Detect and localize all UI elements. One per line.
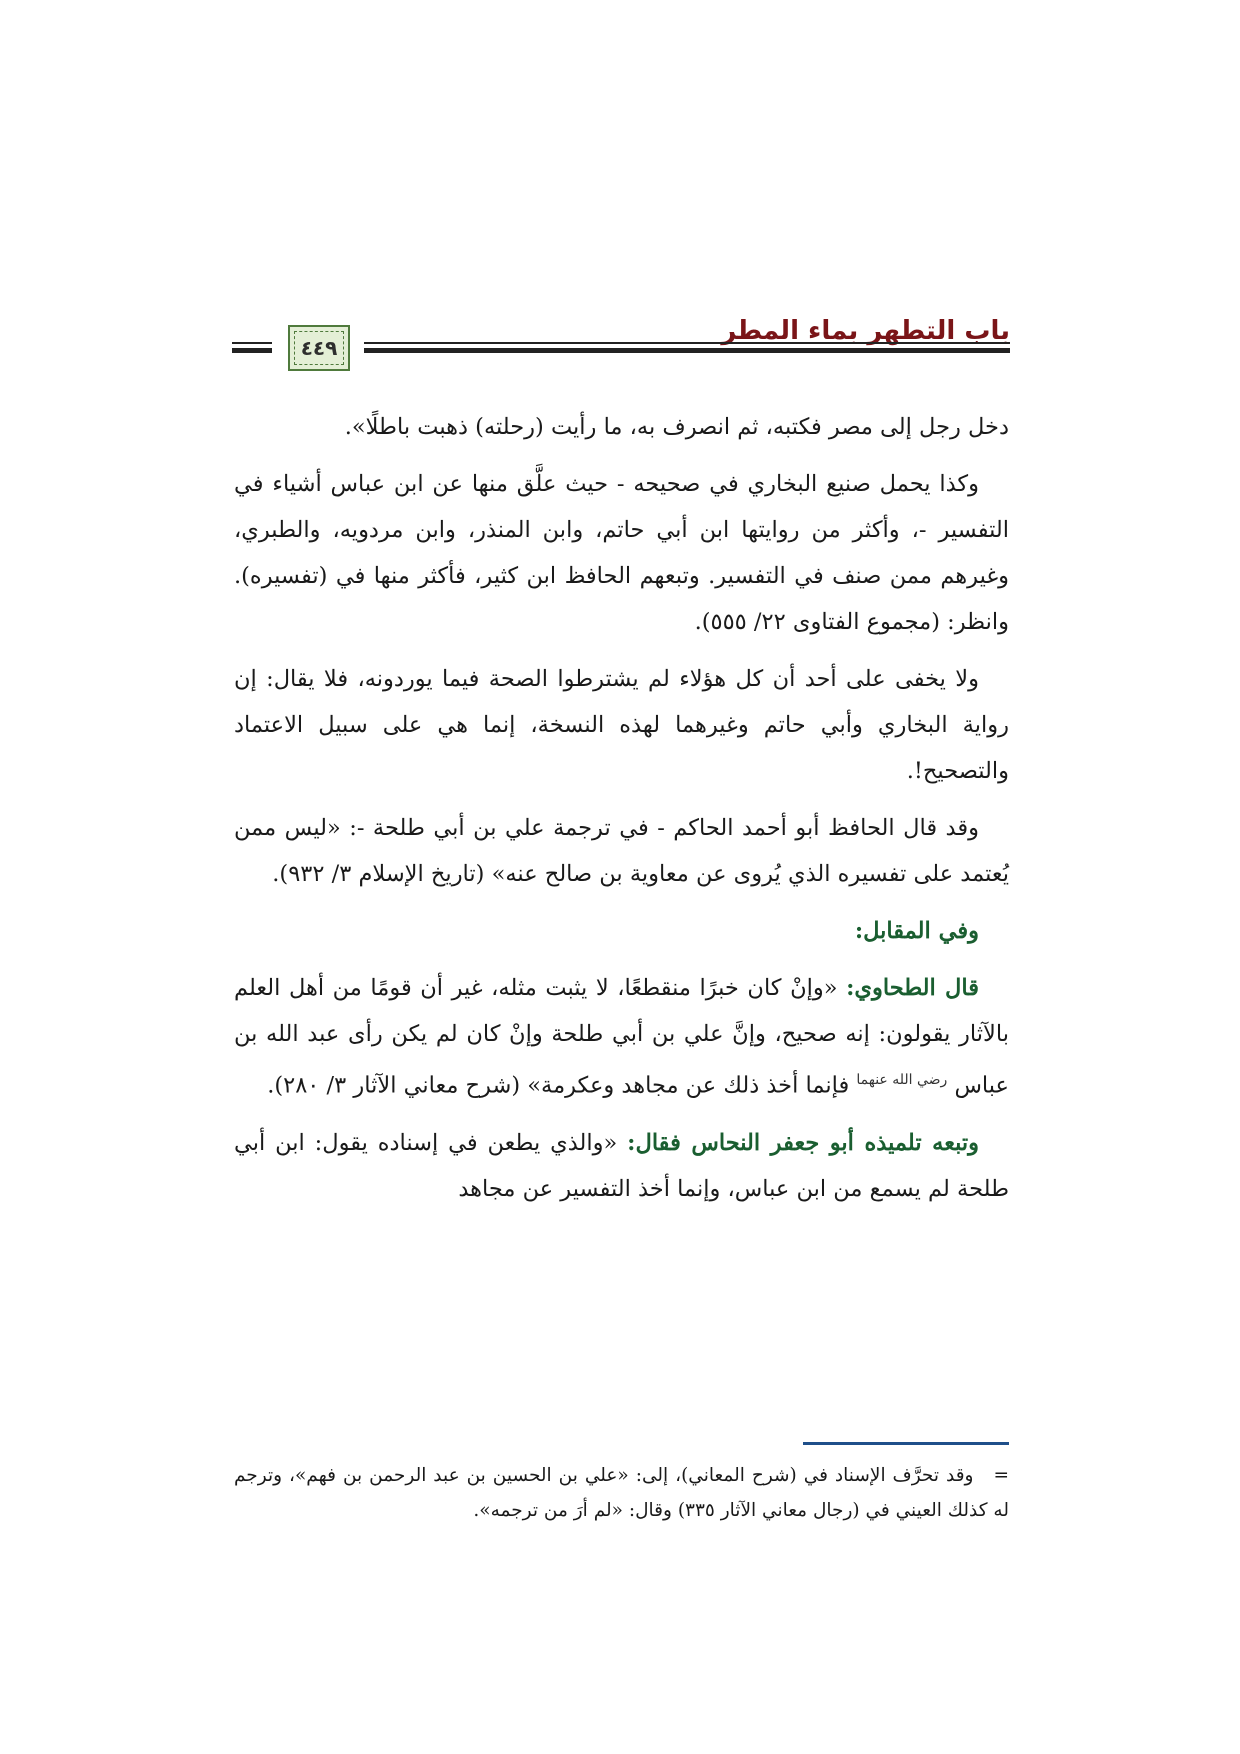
tahawi-label: قال الطحاوي: xyxy=(846,975,979,1001)
page-number: ٤٤٩ xyxy=(300,336,338,360)
page-header xyxy=(232,308,1010,388)
paragraph-5 xyxy=(234,965,1009,1109)
paragraph-6 xyxy=(234,1120,1009,1212)
main-text xyxy=(234,404,1009,1223)
paragraph-1: دخل رجل إلى مصر فكتبه، ثم انصرف به، ما رأيت (رحلته) ذهبت باطلًا». xyxy=(344,414,1009,440)
paragraph-2: وكذا يحمل صنيع البخاري في صحيحه - حيث علَّق منها عن ابن عباس أشياء في التفسير -، وأكثر من روايتها ابن أبي حاتم، وابن المنذر، وابن مردويه، والطبري، وغيرهم ممن صنف في التفسير. وتبعهم الحافظ ابن كثير، فأكثر منها في (تفسيره). وانظر: (مجموع الفتاوى ٢٢/ ٥٥٥). xyxy=(234,471,1009,635)
section-heading: وفي المقابل: xyxy=(854,918,979,944)
header-rule-right-thin xyxy=(364,342,1010,344)
chapter-title: باب التطهر بماء المطر xyxy=(721,316,1010,346)
header-rule-right-thick xyxy=(364,348,1010,353)
honorific-symbol: رضي الله عنهما xyxy=(856,1072,948,1088)
nahhas-label: وتبعه تلميذه أبو جعفر النحاس فقال: xyxy=(627,1129,979,1156)
paragraph-4: وقد قال الحافظ أبو أحمد الحاكم - في ترجمة علي بن أبي طلحة -: «ليس ممن يُعتمد على تفسيره الذي يُروى عن معاوية بن صالح عنه» (تاريخ الإسلام ٣/ ٩٣٢). xyxy=(234,815,1009,887)
footnote-text: وقد تحرَّف الإسناد في (شرح المعاني)، إلى: «علي بن الحسين بن عبد الرحمن بن فهم»، وترجم له كذلك العيني في (رجال معاني الآثار ٣٣٥) وقال: «لم أرَ من ترجمه». xyxy=(234,1465,1009,1521)
header-rule-left-thin xyxy=(232,342,272,344)
paragraph-3: ولا يخفى على أحد أن كل هؤلاء لم يشترطوا الصحة فيما يوردونه، فلا يقال: إن رواية البخاري وأبي حاتم وغيرهما لهذه النسخة، إنما هي على سبيل الاعتماد والتصحيح!. xyxy=(234,666,1009,784)
footnote xyxy=(234,1458,1009,1528)
page-number-badge xyxy=(288,325,350,371)
tahawi-quote-b: فإنما أخذ ذلك عن مجاهد وعكرمة» (شرح معاني الآثار ٣/ ٢٨٠). xyxy=(267,1072,857,1099)
nahhas-quote: «والذي يطعن في إسناده يقول: ابن أبي طلحة لم يسمع من ابن عباس، وإنما أخذ التفسير عن مجاهد xyxy=(234,1129,1009,1202)
tahawi-quote-a: «وإنْ كان خبرًا منقطعًا، لا يثبت مثله، غير أن قومًا من أهل العلم بالآثار يقولون: إنه صحيح، وإنَّ علي بن أبي طلحة وإنْ كان لم يكن رأى عبد الله بن عباس xyxy=(234,975,1009,1099)
footnote-continuation-marker: = xyxy=(993,1465,1009,1486)
footnote-divider xyxy=(803,1442,1009,1445)
header-rule-left-thick xyxy=(232,348,272,353)
